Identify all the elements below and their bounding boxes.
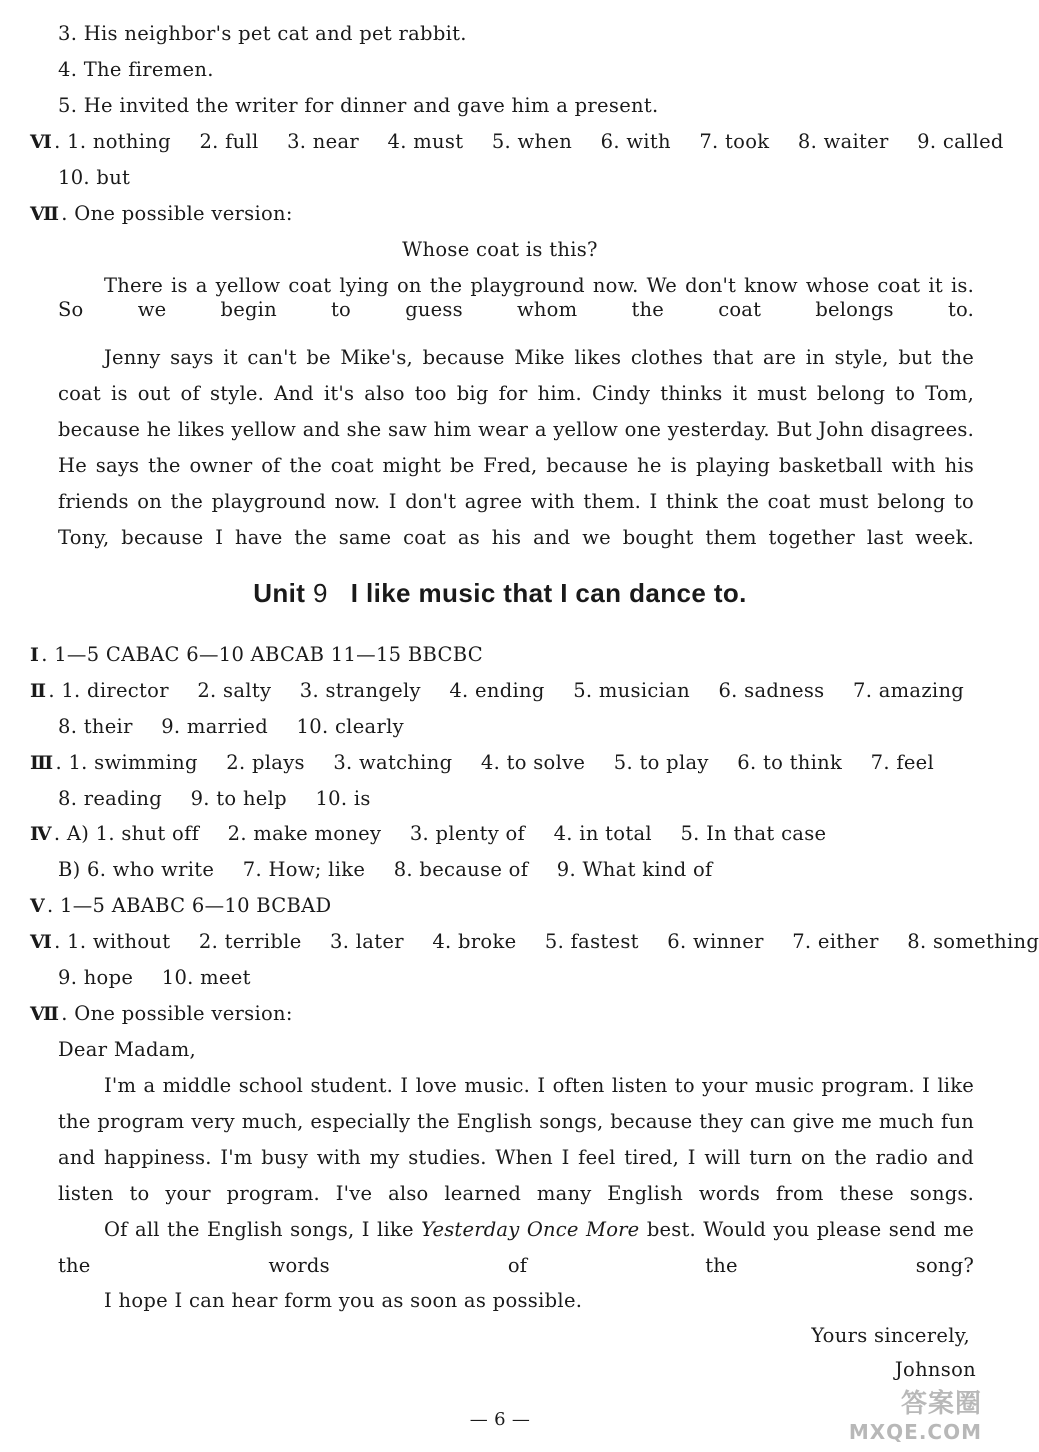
answer-item: 1. shut off	[95, 822, 200, 845]
paragraph-text: Jenny says it can't be Mike's, because Mike likes clothes that are in style, but the coat is out of style. And it's also too big for him. Cindy thinks it must belong to Tom, because he likes yellow and she saw him wear a yellow one yesterday. But John disagrees. He says the owner of the coat might be Fred, because he is playing basketball with his friends on the playground now. I don't agree with them. I think the coat must belong to Tony, because I have the same coat as his and we bought them together last week.	[58, 346, 974, 549]
answer-item: 10. but	[58, 166, 131, 189]
answer-item: 9. What kind of	[556, 858, 713, 881]
letter-greeting: Dear Madam,	[58, 1038, 197, 1061]
section-label: Ⅱ	[30, 680, 47, 702]
section-label: Ⅵ	[30, 931, 53, 953]
answer-text: . 1—5 ABABC 6—10 BCBAD	[47, 894, 332, 917]
answer-item: 6. who write	[87, 858, 215, 881]
paragraph-text: Of all the English songs, I like	[104, 1218, 422, 1241]
section-7-intro	[30, 1002, 293, 1026]
answer-item: 4. must	[387, 130, 464, 153]
essay-paragraph	[58, 340, 974, 556]
paragraph-text: I'm a middle school student. I love music. I often listen to your music program. I like the program very much, especially the English songs, because they can give me much fun and happiness. I'm busy with my studies. When I feel tired, I will turn on the radio and listen to your program. I've also learned many English words from these songs.	[58, 1074, 974, 1205]
answer-item: 2. full	[199, 130, 259, 153]
answer-item: 7. either	[792, 930, 879, 953]
watermark	[849, 1383, 982, 1444]
intro-text: . One possible version:	[61, 202, 293, 225]
section-5	[30, 894, 331, 918]
section-3-row1: Ⅲ . 1. swimming 2. plays 3. watching 4. to solve 5. to play 6. to think 7. feel	[30, 751, 935, 774]
answer-item: 2. plays	[226, 751, 305, 774]
answer-item: 8. waiter	[797, 130, 889, 153]
answer-item: 9. to help	[190, 787, 287, 810]
answer-item: 3. strangely	[299, 679, 421, 702]
unit-word: Unit	[253, 578, 306, 608]
answer-item: 7. took	[699, 130, 770, 153]
answer-item: 5. when	[491, 130, 573, 153]
section-label: Ⅵ	[30, 131, 53, 153]
answer-item: 8. something	[907, 930, 1039, 953]
answer-item: 6. sadness	[718, 679, 825, 702]
answer-item: 7. How; like	[242, 858, 366, 881]
section-label: Ⅶ	[30, 1003, 60, 1025]
answer-item: 6. winner	[667, 930, 764, 953]
letter-paragraph: I hope I can hear form you as soon as possible.	[104, 1289, 583, 1312]
answer-item: 2. salty	[197, 679, 272, 702]
answer-item: 2. make money	[227, 822, 382, 845]
section-4-row-a: Ⅳ . A) 1. shut off 2. make money 3. plenty of 4. in total 5. In that case	[30, 822, 827, 845]
answer-item: 9. hope	[58, 966, 134, 989]
answer-item: 10. meet	[161, 966, 251, 989]
section-label: Ⅰ	[30, 644, 40, 666]
section-1	[30, 643, 483, 667]
answer-item: 4. to solve	[480, 751, 586, 774]
letter-paragraph	[58, 1068, 974, 1212]
watermark-logo-text: 答案圈	[900, 1389, 982, 1419]
answer-item: 1. swimming	[68, 751, 198, 774]
answer-item: 4. in total	[553, 822, 652, 845]
unit-title	[0, 578, 1000, 609]
section-4-row-b	[58, 858, 713, 882]
section-6-row2	[58, 966, 251, 990]
section-2-row2	[58, 715, 404, 739]
essay-paragraph	[58, 274, 974, 322]
answer-line: 4. The firemen.	[58, 58, 214, 81]
answer-item: 8. because of	[393, 858, 529, 881]
answer-item: 8. their	[58, 715, 133, 738]
answer-item: 5. musician	[573, 679, 690, 702]
answer-item: 6. with	[600, 130, 671, 153]
answer-item: 5. fastest	[544, 930, 639, 953]
answer-item: 3. watching	[333, 751, 453, 774]
unit-heading: I like music that I can dance to.	[350, 578, 747, 608]
section-3-row2	[58, 787, 371, 811]
section-6-row1: Ⅵ . 1. without 2. terrible 3. later 4. broke 5. fastest 6. winner 7. either 8. something	[30, 930, 1039, 953]
answer-item: 10. clearly	[296, 715, 404, 738]
letter-paragraph	[58, 1212, 974, 1284]
answer-line: 3. His neighbor's pet cat and pet rabbit.	[58, 22, 467, 45]
answer-item: 7. feel	[870, 751, 935, 774]
answer-item: 3. later	[330, 930, 404, 953]
answer-item: 6. to think	[737, 751, 843, 774]
paragraph-text: best. Would you please send me the words of the song?	[58, 1218, 974, 1277]
section-2-row1: Ⅱ . 1. director 2. salty 3. strangely 4. ending 5. musician 6. sadness 7. amazing	[30, 679, 965, 702]
answer-line: 5. He invited the writer for dinner and gave him a present.	[58, 94, 659, 117]
intro-text: . One possible version:	[61, 1002, 293, 1025]
answer-text: . 1—5 CABAC 6—10 ABCAB 11—15 BBCBC	[41, 643, 483, 666]
subsection-label: A)	[66, 822, 90, 845]
unit-number: 9	[312, 578, 328, 608]
letter-closing: Yours sincerely,	[811, 1324, 970, 1347]
answer-item: 1. director	[61, 679, 169, 702]
answer-item: 9. called	[917, 130, 1004, 153]
answer-item: 5. In that case	[680, 822, 827, 845]
letter-signature: Johnson	[894, 1358, 976, 1381]
section-label: Ⅳ	[30, 823, 52, 845]
answer-item: 2. terrible	[198, 930, 302, 953]
section-label: Ⅶ	[30, 203, 60, 225]
answer-item: 4. broke	[432, 930, 517, 953]
song-title: Yesterday Once More	[421, 1218, 640, 1241]
answer-item: 3. near	[287, 130, 360, 153]
answer-item: 8. reading	[58, 787, 163, 810]
answer-item: 1. without	[67, 930, 171, 953]
answer-item: 4. ending	[449, 679, 545, 702]
section-label: Ⅴ	[30, 895, 46, 917]
answer-item: 10. is	[315, 787, 371, 810]
watermark-url: MXQE.COM	[848, 1420, 982, 1444]
essay-title: Whose coat is this?	[402, 238, 598, 261]
section-label: Ⅲ	[30, 752, 54, 774]
paragraph-text: There is a yellow coat lying on the playground now. We don't know whose coat it is. So we begin to guess whom the coat belongs to.	[58, 274, 974, 321]
answer-item: 7. amazing	[852, 679, 965, 702]
page-number: — 6 —	[469, 1409, 531, 1430]
answer-item: 5. to play	[613, 751, 709, 774]
answer-item: 3. plenty of	[409, 822, 526, 845]
answer-item: 9. married	[161, 715, 269, 738]
answer-item: 1. nothing	[67, 130, 171, 153]
prev-section-7-intro	[30, 202, 293, 226]
prev-section-6-row1: Ⅵ . 1. nothing 2. full 3. near 4. must 5. when 6. with 7. took 8. waiter 9. called	[30, 130, 1004, 153]
subsection-label: B)	[58, 858, 81, 881]
